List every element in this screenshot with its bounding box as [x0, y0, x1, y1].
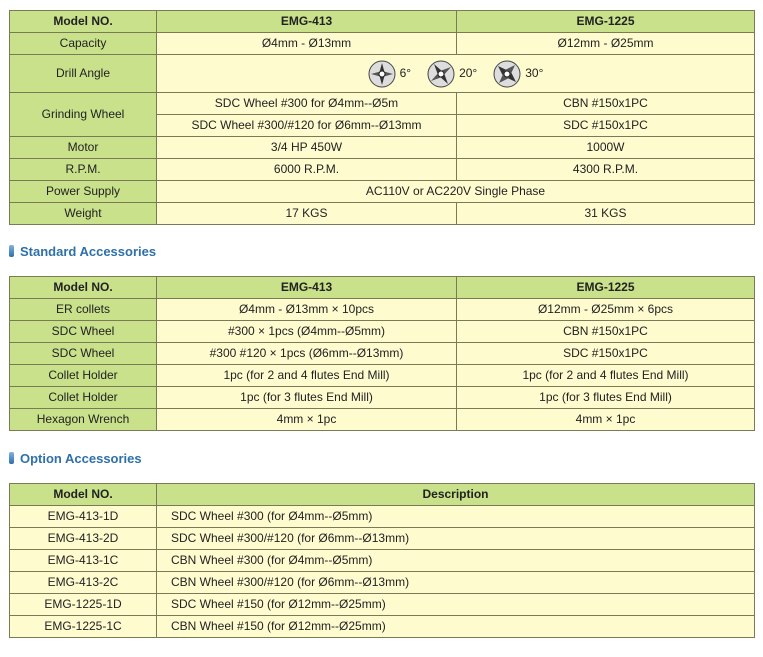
weight-row: [10, 203, 755, 225]
motor-emg-413: 3/4 HP 450W: [157, 137, 457, 159]
drill-angle-20-icon: [427, 60, 455, 88]
rpm-label: R.P.M.: [10, 159, 157, 181]
emg-413-value: #300 × 1pcs (Ø4mm--Ø5mm): [157, 321, 457, 343]
option-accessories-title: Option Accessories: [20, 451, 142, 466]
weight-emg-413: 17 KGS: [157, 203, 457, 225]
header-model-no: Model NO.: [10, 11, 157, 33]
emg-1225-value: SDC #150x1PC: [457, 343, 755, 365]
emg-413-value: 4mm × 1pc: [157, 409, 457, 431]
drill-angle-values: [157, 55, 755, 93]
table-row: [10, 365, 755, 387]
table-row: [10, 299, 755, 321]
option-model: EMG-413-2D: [10, 528, 157, 550]
standard-accessories-title: Standard Accessories: [20, 244, 157, 259]
row-label: Hexagon Wrench: [10, 409, 157, 431]
table-row: [10, 343, 755, 365]
option-model: EMG-413-1C: [10, 550, 157, 572]
emg-1225-value: 1pc (for 2 and 4 flutes End Mill): [457, 365, 755, 387]
row-label: Collet Holder: [10, 387, 157, 409]
weight-label: Weight: [10, 203, 157, 225]
motor-label: Motor: [10, 137, 157, 159]
drill-angle-30-icon: [493, 60, 521, 88]
option-model: EMG-1225-1D: [10, 594, 157, 616]
rpm-row: [10, 159, 755, 181]
grinding-wheel-row-1: [10, 93, 755, 115]
drill-angle-30: [493, 55, 543, 92]
drill-angle-label: Drill Angle: [10, 55, 157, 93]
table-row: [10, 594, 755, 616]
grinding-wheel-label: Grinding Wheel: [10, 93, 157, 137]
table-row: [10, 572, 755, 594]
table-row: [10, 528, 755, 550]
option-description: CBN Wheel #300 (for Ø4mm--Ø5mm): [157, 550, 755, 572]
table-row: [10, 409, 755, 431]
drill-angle-6-text: 6°: [399, 66, 412, 81]
option-header-model-no: Model NO.: [10, 484, 157, 506]
standard-header-model-no: Model NO.: [10, 277, 157, 299]
option-header-row: [10, 484, 755, 506]
section-bullet-icon: [9, 245, 14, 257]
standard-header-emg-413: EMG-413: [157, 277, 457, 299]
option-model: EMG-413-2C: [10, 572, 157, 594]
drill-angle-6-icon: [368, 60, 396, 88]
option-description: SDC Wheel #300/#120 (for Ø6mm--Ø13mm): [157, 528, 755, 550]
header-emg-413: EMG-413: [157, 11, 457, 33]
emg-1225-value: Ø12mm - Ø25mm × 6pcs: [457, 299, 755, 321]
option-model: EMG-413-1D: [10, 506, 157, 528]
standard-accessories-table: [9, 276, 755, 431]
standard-header-emg-1225: EMG-1225: [457, 277, 755, 299]
standard-header-row: [10, 277, 755, 299]
option-accessories-heading: [9, 451, 142, 467]
capacity-emg-413: Ø4mm - Ø13mm: [157, 33, 457, 55]
row-label: SDC Wheel: [10, 321, 157, 343]
option-header-description: Description: [157, 484, 755, 506]
option-description: CBN Wheel #150 (for Ø12mm--Ø25mm): [157, 616, 755, 638]
emg-413-value: 1pc (for 2 and 4 flutes End Mill): [157, 365, 457, 387]
grinding-wheel-emg-1225-2: SDC #150x1PC: [457, 115, 755, 137]
emg-413-value: Ø4mm - Ø13mm × 10pcs: [157, 299, 457, 321]
capacity-emg-1225: Ø12mm - Ø25mm: [457, 33, 755, 55]
row-label: SDC Wheel: [10, 343, 157, 365]
option-description: SDC Wheel #300 (for Ø4mm--Ø5mm): [157, 506, 755, 528]
drill-angle-6: [368, 55, 411, 92]
emg-1225-value: 4mm × 1pc: [457, 409, 755, 431]
power-supply-label: Power Supply: [10, 181, 157, 203]
emg-1225-value: 1pc (for 3 flutes End Mill): [457, 387, 755, 409]
drill-angle-20-text: 20°: [459, 66, 478, 81]
section-bullet-icon: [9, 452, 14, 464]
drill-angle-30-text: 30°: [525, 66, 544, 81]
grinding-wheel-emg-413-1: SDC Wheel #300 for Ø4mm--Ø5m: [157, 93, 457, 115]
drill-angle-row: [10, 55, 755, 93]
power-supply-row: [10, 181, 755, 203]
motor-row: [10, 137, 755, 159]
drill-angle-20: [427, 55, 477, 92]
option-description: SDC Wheel #150 (for Ø12mm--Ø25mm): [157, 594, 755, 616]
table-row: [10, 616, 755, 638]
table-row: [10, 506, 755, 528]
row-label: ER collets: [10, 299, 157, 321]
standard-accessories-heading: [9, 244, 156, 260]
motor-emg-1225: 1000W: [457, 137, 755, 159]
capacity-row: [10, 33, 755, 55]
emg-413-value: 1pc (for 3 flutes End Mill): [157, 387, 457, 409]
table-row: [10, 550, 755, 572]
row-label: Collet Holder: [10, 365, 157, 387]
emg-413-value: #300 #120 × 1pcs (Ø6mm--Ø13mm): [157, 343, 457, 365]
emg-1225-value: CBN #150x1PC: [457, 321, 755, 343]
spec-table: [9, 10, 755, 225]
table-row: [10, 321, 755, 343]
rpm-emg-1225: 4300 R.P.M.: [457, 159, 755, 181]
grinding-wheel-emg-413-2: SDC Wheel #300/#120 for Ø6mm--Ø13mm: [157, 115, 457, 137]
option-model: EMG-1225-1C: [10, 616, 157, 638]
power-supply-value: AC110V or AC220V Single Phase: [157, 181, 755, 203]
option-accessories-table: [9, 483, 755, 638]
rpm-emg-413: 6000 R.P.M.: [157, 159, 457, 181]
capacity-label: Capacity: [10, 33, 157, 55]
header-emg-1225: EMG-1225: [457, 11, 755, 33]
grinding-wheel-emg-1225-1: CBN #150x1PC: [457, 93, 755, 115]
table-row: [10, 387, 755, 409]
weight-emg-1225: 31 KGS: [457, 203, 755, 225]
option-description: CBN Wheel #300/#120 (for Ø6mm--Ø13mm): [157, 572, 755, 594]
spec-header-row: [10, 11, 755, 33]
